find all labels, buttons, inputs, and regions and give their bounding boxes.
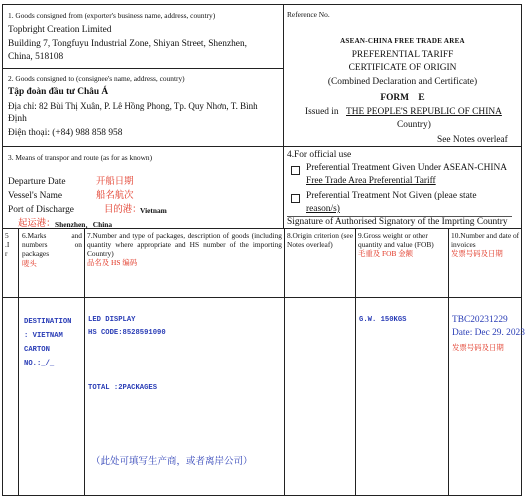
preferential-not-given-checkbox[interactable] xyxy=(291,194,300,203)
col-divider-1 xyxy=(18,228,19,495)
col7-header: 7.Number and type of packages, description of goods (including quantity where appropriate and HS number of the importing Country) xyxy=(87,231,282,258)
frame-bottom xyxy=(2,495,522,496)
col-divider-4 xyxy=(355,228,356,495)
box3-label: 3. Means of transpor and route (as for as known) xyxy=(8,153,153,162)
exporter-name: Topbright Creation Limited xyxy=(8,25,112,35)
marks-line: : VIETNAM xyxy=(24,332,63,340)
col5-header: 5 .I r xyxy=(5,231,10,258)
title-line2: PREFERENTIAL TARIFF xyxy=(351,50,454,60)
col6-header-cn: 唛头 xyxy=(22,259,37,268)
title-line1: ASEAN-CHINA FREE TRADE AREA xyxy=(340,37,465,45)
col8-header: 8.Origin criterion (see Notes overleaf) xyxy=(287,231,353,249)
notes-overleaf: See Notes overleaf xyxy=(437,135,508,145)
reference-label: Reference No. xyxy=(287,10,330,19)
goods-description: LED DISPLAY xyxy=(88,316,136,324)
col-divider-5 xyxy=(448,228,449,495)
invoice-number: TBC20231229 xyxy=(452,315,508,325)
departure-label: Departure Date xyxy=(8,177,66,187)
signature-caption: Signature of Authorised Signatory of the Imprting Country xyxy=(287,217,508,227)
exporter-address-line2: China, 518108 xyxy=(8,52,64,62)
col6-header: 6.Marks and numbers on packages xyxy=(22,231,82,258)
preferential-given-checkbox[interactable] xyxy=(291,166,300,175)
port-label: Port of Discharge xyxy=(8,205,74,215)
form-title: FORM E xyxy=(380,93,425,103)
gross-weight: G.W. 150KGS xyxy=(359,316,407,324)
marks-line: DESTINATION xyxy=(24,318,72,326)
vessel-label: Vessel's Name xyxy=(8,191,63,201)
frame-top xyxy=(2,4,522,5)
consignee-address-line1: Địa chỉ: 82 Bùi Thị Xuân, P. Lê Hồng Phong, Tp. Quy Nhơn, T. Bình xyxy=(8,101,258,111)
col10-header: 10.Number and date of invoices xyxy=(451,231,520,249)
departure-value: 开船日期 xyxy=(96,177,134,187)
col-divider-2 xyxy=(84,228,85,495)
col7-header-cn: 品名及 HS 编码 xyxy=(87,258,138,267)
issued-prefix: Issued in xyxy=(305,107,339,117)
box2-label: 2. Goods consigned to (consignee's name, address, country) xyxy=(8,74,185,83)
opt1-line1: Preferential Treatment Given Under ASEAN-CHINA xyxy=(306,163,508,173)
opt2-line2: reason/s) xyxy=(306,204,340,214)
consignee-address-line2: Định xyxy=(8,114,27,124)
country-caption: Country) xyxy=(397,120,431,130)
marks-cell xyxy=(24,315,71,371)
col-divider-3 xyxy=(284,228,285,495)
exporter-address-line1: Building 7, Tongfuyu Industrial Zone, Shiyan Street, Shenzhen, xyxy=(8,39,247,49)
invoice-cn: 发票号码及日期 xyxy=(452,343,504,352)
col9-header-cn: 毛重及 FOB 金额 xyxy=(358,249,414,258)
manufacturer-note: （此处可填写生产商，或者离岸公司） xyxy=(91,457,253,467)
marks-line: CARTON xyxy=(24,346,50,354)
port-value-en: Vietnam xyxy=(140,206,167,215)
total-packages: TOTAL :2PACKAGES xyxy=(88,384,158,392)
consignee-phone: Điện thoại: (+84) 988 858 958 xyxy=(8,128,123,138)
col9-header: 9.Gross weight or other quantity and value (FOB) xyxy=(358,231,434,249)
hs-code: HS CODE:8528591090 xyxy=(88,329,166,337)
port-value: 目的港： xyxy=(104,205,142,215)
opt1-line2: Free Trade Area Preferential Tariff xyxy=(306,176,436,186)
frame-right xyxy=(521,4,522,496)
divider-box1 xyxy=(2,68,283,69)
title-line3: CERTIFICATE OF ORIGIN xyxy=(348,63,457,73)
issued-country: THE PEOPLE'S REPUBLIC OF CHINA xyxy=(346,107,502,117)
vessel-value: 船名航次 xyxy=(96,191,134,201)
from-label: 起运港： xyxy=(18,219,56,229)
box4-label: 4.For official use xyxy=(287,150,352,160)
box1-label: 1. Goods consigned from (exporter's business name, address, country) xyxy=(8,11,216,20)
consignee-name: Tập đoàn đầu tư Châu Á xyxy=(8,87,109,97)
invoice-date: Date: Dec 29. 2023 xyxy=(452,328,525,338)
frame-left xyxy=(2,4,3,496)
opt2-line1: Preferential Treatment Not Given (pleae state xyxy=(306,191,477,201)
from-value: Shenzhen，China xyxy=(55,220,113,229)
col10-header-cn: 发票号码及日期 xyxy=(451,249,503,258)
marks-line: NO.:_/_ xyxy=(24,360,55,368)
divider-header xyxy=(2,297,522,298)
title-line4: (Combined Declaration and Certificate) xyxy=(327,77,478,87)
